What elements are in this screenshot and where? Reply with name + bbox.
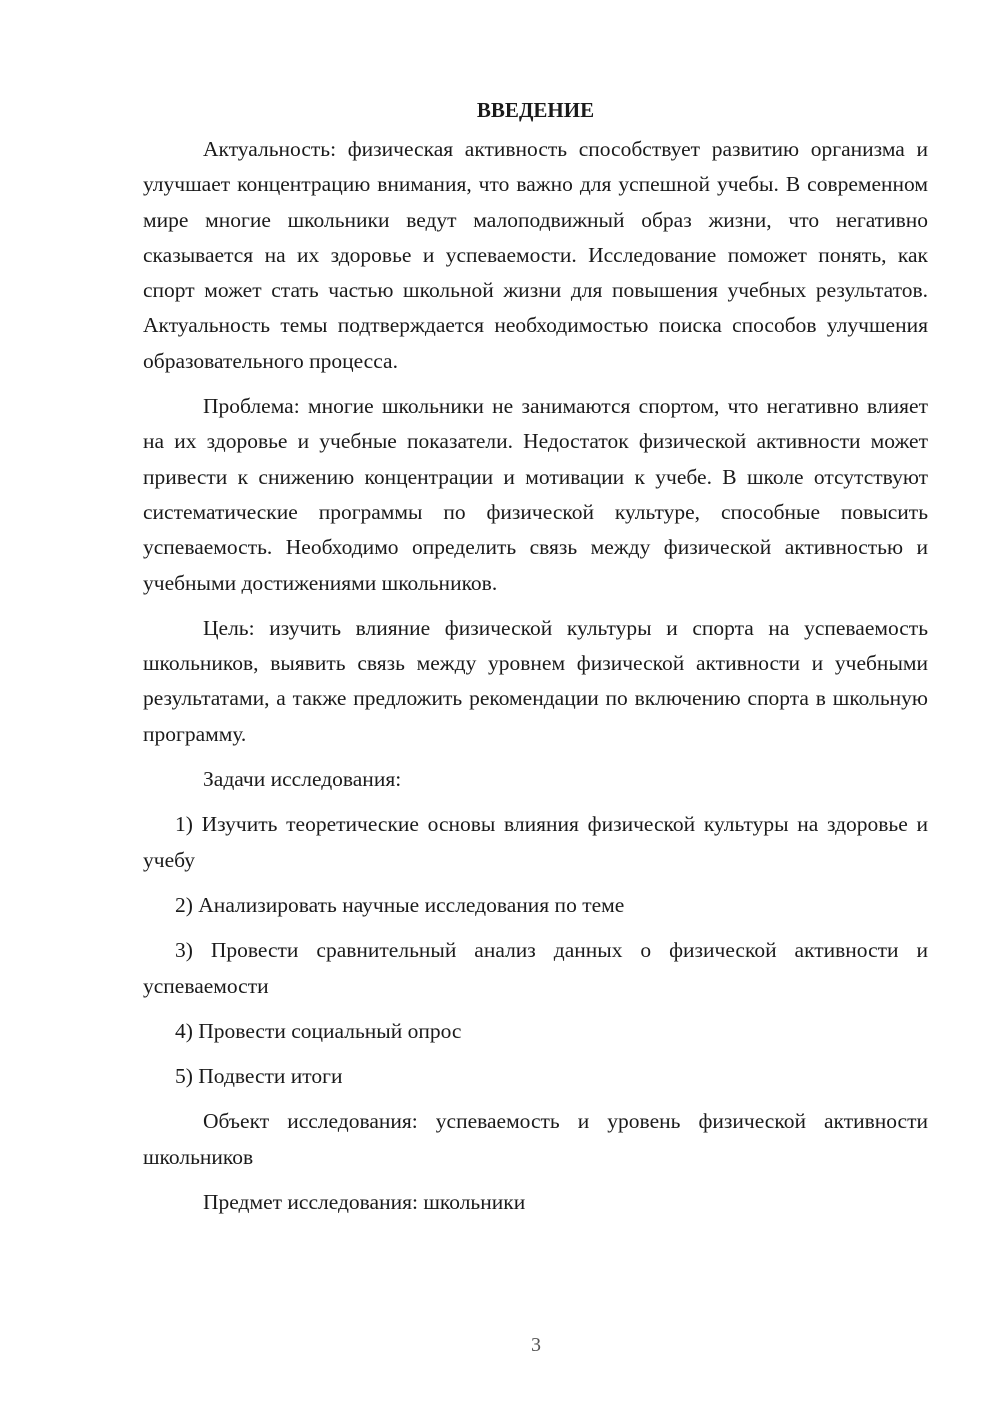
page-content: [143, 92, 928, 1220]
subject-paragraph: Предмет исследования: школьники: [203, 1190, 526, 1215]
task-item-2: 2) Анализировать научные исследования по теме: [175, 892, 625, 917]
task-item-4: 4) Провести социальный опрос: [175, 1018, 462, 1043]
tasks-heading: Задачи исследования:: [203, 767, 402, 792]
task-item-5: 5) Подвести итоги: [175, 1064, 343, 1089]
goal-paragraph: Цель: изучить влияние физической культуры и спорта на успеваемость школьников, выявить связь между уровнем физической активности и учебными результатами, а также предложить рекомендации по включению спорта в школьную программу.: [143, 615, 928, 746]
section-title: ВВЕДЕНИЕ: [476, 98, 595, 122]
task-item-1: 1) Изучить теоретические основы влияния физической культуры на здоровье и учебу: [143, 812, 928, 872]
task-item-3: 3) Провести сравнительный анализ данных о физической активности и успеваемости: [143, 938, 928, 998]
relevance-paragraph: Актуальность: физическая активность способствует развитию организма и улучшает концентрацию внимания, что важно для успешной учебы. В современном мире многие школьники ведут малоподвижный образ жизни, что негативно сказывается на их здоровье и успеваемости. Исследование поможет понять, как спорт может стать частью школьной жизни для повышения учебных результатов. Актуальность темы подтверждается необходимостью поиска способов улучшения образовательного процесса.: [143, 137, 928, 373]
page-number: 3: [531, 1334, 541, 1356]
object-paragraph: Объект исследования: успеваемость и уровень физической активности школьников: [143, 1109, 928, 1169]
problem-paragraph: Проблема: многие школьники не занимаются спортом, что негативно влияет на их здоровье и учебные показатели. Недостаток физической активности может привести к снижению концентрации и мотивации к учебе. В школе отсутствуют систематические программы по физической культуре, способные повысить успеваемость. Необходимо определить связь между физической активностью и учебными достижениями школьников.: [143, 394, 928, 595]
